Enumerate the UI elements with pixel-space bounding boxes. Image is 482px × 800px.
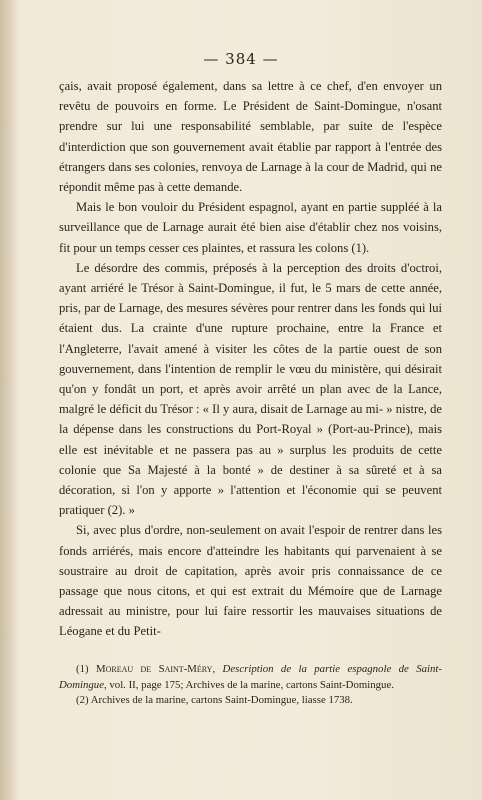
paragraph-4: Si, avec plus d'ordre, non-seulement on avait l'espoir de rentrer dans les fonds arriérés, mais encore d'atteindre les habitants qui parvenaient à se soustraire au droit de capitation, après avoir pris connaissance de ce passage que nous citons, et qui est extrait du Mémoire que de Larnage adressait au ministre, pour lui faire ressortir les mauvaises situations de Léogane et du Petit- [59,523,442,639]
page-number: — 384 — [203,50,279,68]
paragraph-3: Le désordre des commis, préposés à la perception des droits d'octroi, ayant arriéré le Trésor à Saint-Domingue, il fut, le 5 mars de cette année, pris, par de Larnage, des mesures sévères pour rentrer dans les fonds qui lui étaient dus. La crainte d'une rupture prochaine, entre la France et l'Angleterre, l'avait amené à visiter les côtes de la partie ouest de son gouvernement, dans l'intention de remplir le vœu du ministère, qui désirait qu'on y fondât un port, et après avoir arrêté un plan avec de la Lance, malgré le déficit du Trésor : « Il y aura, disait de Larnage au mi- » nistre, de la dépense dans les constructions du Port-Royal » (Port-au-Prince), mais elle est inévitable et ne passera pas au » surplus les produits de cette colonie que Sa Majesté à la bonté » de destiner à sa sûreté et à sa décoration, si l'on y apporte » l'attention et l'économie qui se peuvent pratiquer (2). » [59,260,442,518]
footnote-1-marker: (1) [76,663,89,675]
footnote-2: (2) Archives de la marine, cartons Saint-Domingue, liasse 1738. [76,694,353,707]
footnote-1-rest: vol. II, page 175; Archives de la marine, cartons Saint-Domingue. [109,678,394,691]
page-gutter-shadow [0,0,18,800]
paragraph-2: Mais le bon vouloir du Président espagnol, ayant en partie suppléé à la surveillance que de Larnage aurait été bien aise d'établir chez nos voisins, fit pour un temps cesser ces plaintes, et rassura les colons (1). [59,200,442,255]
footnote-1-author: Moreau de Saint-Méry, [95,663,216,675]
footnotes [59,662,442,709]
body-text [59,76,442,642]
footnote-1-title: Description de la partie espagnole de Saint-Domingue, [59,663,442,691]
paragraph-1: çais, avait proposé également, dans sa lettre à ce chef, d'en envoyer un revêtu de pouvoirs en forme. Le Président de Saint-Domingue, n'osant prendre sur lui une responsabilité semblable, par suite de l'espèce d'interdiction que son gouvernement avait établie par rapport à l'entrée des étrangers dans ses colonies, renvoya de Larnage à la cour de Madrid, qui ne répondit même pas à cette demande. [59,79,442,195]
footnote-1 [59,662,442,693]
